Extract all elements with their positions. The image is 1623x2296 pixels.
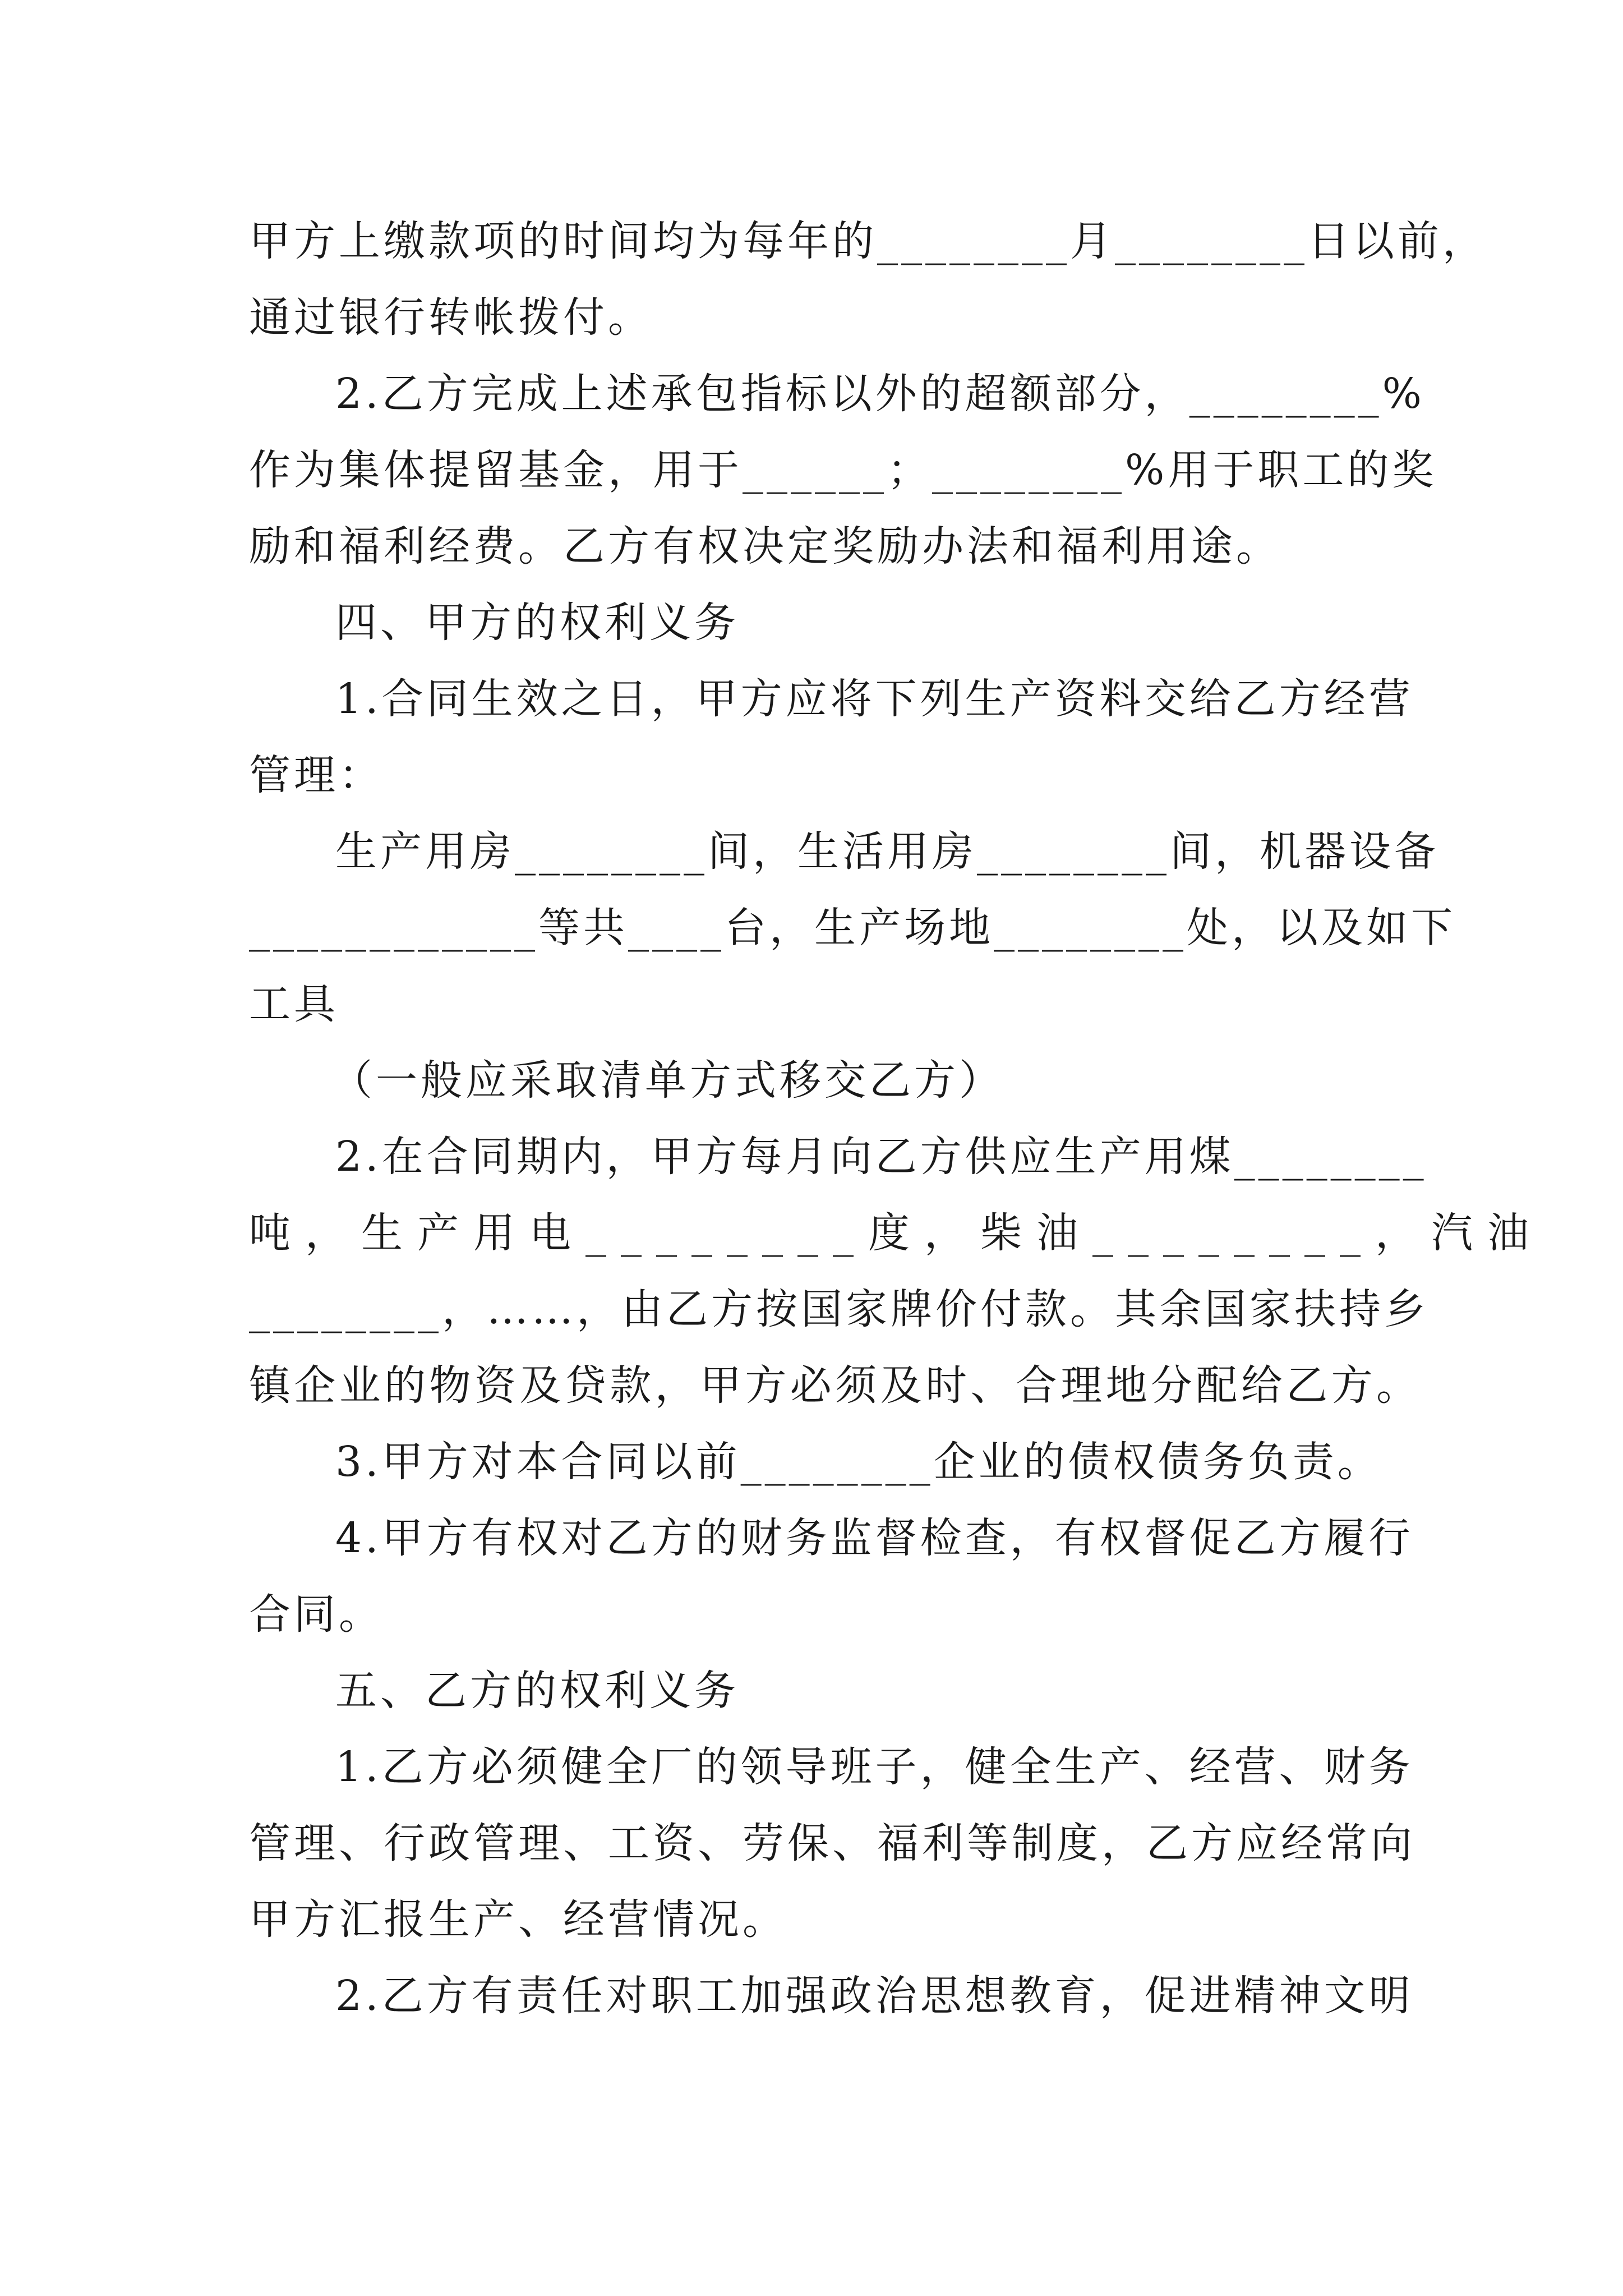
- paragraph-line: 3.甲方对本合同以前________企业的债权债务负责。: [335, 1438, 1382, 1486]
- paragraph-line: 2.乙方完成上述承包指标以外的超额部分，________%: [335, 370, 1425, 418]
- paragraph-line: （一般应采取清单方式移交乙方）: [331, 1056, 1004, 1105]
- paragraph-line: 合同。: [249, 1590, 384, 1639]
- paragraph-line: 1.合同生效之日，甲方应将下列生产资料交给乙方经营: [335, 675, 1414, 723]
- paragraph-line: ____________等共____台，生产场地________处，以及如下: [249, 904, 1456, 952]
- paragraph-line: 1.乙方必须健全厂的领导班子，健全生产、经营、财务: [335, 1743, 1414, 1791]
- paragraph-line: 管理、行政管理、工资、劳保、福利等制度，乙方应经常向: [249, 1819, 1415, 1867]
- paragraph-line: ________，……，由乙方按国家牌价付款。其余国家扶持乡: [249, 1285, 1429, 1333]
- paragraph-line: 通过银行转帐拨付。: [249, 293, 653, 342]
- section-heading: 四、甲方的权利义务: [335, 599, 739, 647]
- paragraph-line: 作为集体提留基金，用于______；________%用于职工的奖: [249, 446, 1437, 494]
- paragraph-line: 2.在合同期内，甲方每月向乙方供应生产用煤________: [335, 1133, 1427, 1181]
- section-heading: 五、乙方的权利义务: [335, 1667, 739, 1715]
- paragraph-line: 管理：: [249, 751, 384, 799]
- paragraph-line: 镇企业的物资及贷款，甲方必须及时、合理地分配给乙方。: [249, 1361, 1421, 1410]
- paragraph-line: 4.甲方有权对乙方的财务监督检查，有权督促乙方履行: [335, 1514, 1414, 1562]
- paragraph-line: 2.乙方有责任对职工加强政治思想教育，促进精神文明: [335, 1972, 1414, 2020]
- paragraph-line: 吨，生产用电________度，柴油________，汽油: [249, 1209, 1543, 1257]
- paragraph-line: 工具: [249, 980, 339, 1028]
- paragraph-line: 甲方上缴款项的时间均为每年的________月________日以前，: [249, 217, 1487, 265]
- paragraph-line: 甲方汇报生产、经营情况。: [249, 1895, 787, 1944]
- paragraph-line: 生产用房________间，生活用房________间，机器设备: [335, 827, 1439, 876]
- paragraph-line: 励和福利经费。乙方有权决定奖励办法和福利用途。: [249, 522, 1281, 570]
